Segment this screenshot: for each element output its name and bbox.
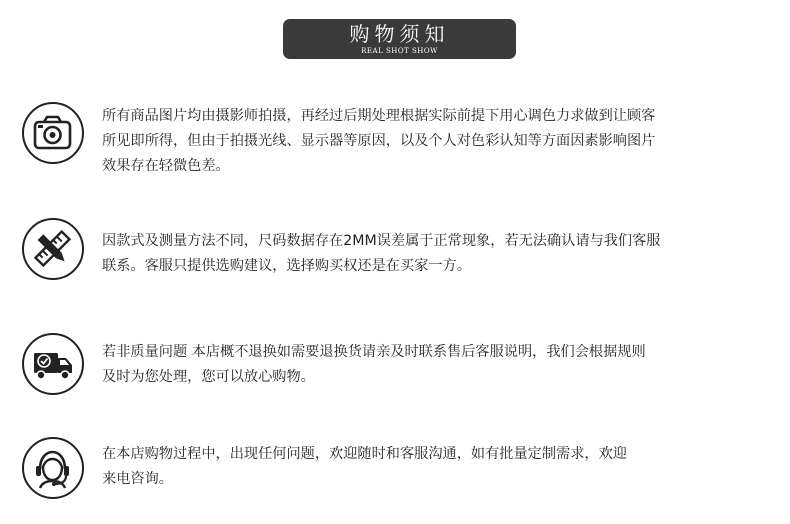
- notice-service: [22, 433, 782, 513]
- notice-line: 所见即所得，但由于拍摄光线、显示器等原因，以及个人对色彩认知等方面因素影响图片: [102, 133, 656, 149]
- notice-line: 来电咨询。: [102, 471, 173, 487]
- banner-title: 购物须知: [349, 22, 450, 46]
- notice-text: [102, 442, 782, 492]
- notice-line: 所有商品图片均由摄影师拍摄，再经过后期处理根据实际前提下用心调色力求做到让顾客: [102, 108, 656, 124]
- notice-text: [102, 229, 782, 279]
- camera-icon: [22, 102, 84, 164]
- delivery-truck-icon: [22, 333, 84, 395]
- banner-subtitle: REAL SHOT SHOW: [361, 47, 438, 55]
- notice-line: 效果存在轻微色差。: [102, 158, 230, 174]
- notice-line: 因款式及测量方法不同，尺码数据存在2MM误差属于正常现象，若无法确认请与我们客服: [102, 233, 661, 249]
- notice-size: [22, 214, 782, 294]
- notice-photo: [22, 98, 782, 178]
- notice-line: 联系。客服只提供选购建议，选择购买权还是在买家一方。: [102, 258, 471, 274]
- notice-text: [102, 104, 782, 179]
- notice-line: 在本店购物过程中，出现任何问题，欢迎随时和客服沟通，如有批量定制需求，欢迎: [102, 446, 627, 462]
- notice-text: [102, 340, 782, 390]
- customer-service-icon: [22, 437, 84, 499]
- title-banner: [283, 19, 516, 59]
- notice-line: 若非质量问题 本店概不退换如需要退换货请亲及时联系售后客服说明，我们会根据规则: [102, 344, 646, 360]
- ruler-pencil-icon: [22, 218, 84, 280]
- notice-line: 及时为您处理，您可以放心购物。: [102, 369, 315, 385]
- notice-return: [22, 329, 782, 409]
